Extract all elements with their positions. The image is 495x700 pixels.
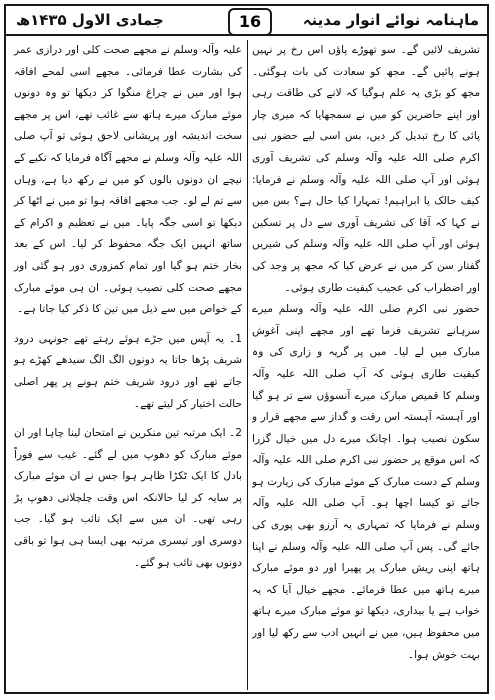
issue-date: جمادی الاول ۱۴۳۵ھ [16, 11, 164, 29]
column-divider [247, 40, 248, 690]
list-item: 1۔ یہ آپس میں جڑے ہوئے رہتے تھے جونہی درود شریف پڑھا جاتا یہ دونوں الگ الگ سیدھے کھڑے ہو جاتے تھے اور درود شریف ختم ہونے پر پھر اصلی حالت اختیار کر لیتے تھے۔ [14, 332, 242, 410]
right-column [252, 40, 484, 688]
paragraph: تشریف لائیں گے۔ سو تھوڑے پاؤں اس رخ پر نہیں ہونے پائیں گے۔ مجھ کو سعادت کی بات ہوگئی۔ مجھ کو بڑی یہ علم ہوگیا کہ لانے کی طاقت رہی اور اپنے حاضرین کو میں نے سمجھایا کہ میری چار پائی کا رخ تبدیل کر دیں، بس اسی لیے حضور نبی اکرم صلی اللہ علیہ وآلہ وسلم کی تشریف آوری ہوئی اور آپ صلی اللہ علیہ وآلہ وسلم نے فرمایا: کیف حالک یا ابراہیم! تمہارا کیا حال ہے؟ بس میں نے کہا کہ آقا کی تشریف آوری سے دل پر تسکین ہوئی اور آپ صلی اللہ علیہ وآلہ وسلم کی شیریں گفتار سن کر میں نے عرض کیا کہ مجھ پر وجد کی اور اضطراب کی عجیب کیفیت طاری ہوئی۔ [252, 44, 480, 294]
page-number: 16 [228, 8, 272, 36]
paragraph: حضور نبی اکرم صلی اللہ علیہ وآلہ وسلم میرے سرہانے تشریف فرما تھے اور مجھے اپنی آغوش مبارک میں لے لیا۔ میں پر گریہ و زاری کی وہ کیفیت طاری ہوئی کہ آپ صلی اللہ علیہ وآلہ وسلم کا قمیص مبارک میرے آنسوؤں سے تر ہو گیا اور آہستہ آہستہ اس رقت و گداز سے مجھے قرار و سکون نصیب ہوا۔ اچانک میرے دل میں خیال گزرا کہ اس موقع پر حضور نبی اکرم صلی اللہ علیہ وآلہ وسلم کے دست مبارک کے موئے مبارک کی زیارت ہو جائے تو کیسا اچھا ہو۔ آپ صلی اللہ علیہ وآلہ وسلم نے فرمایا کہ تمہاری یہ آرزو بھی پوری کی جائے گی۔ پس آپ صلی اللہ علیہ وآلہ وسلم نے اپنا ہاتھ اپنی ریش مبارک پر پھیرا اور دو موئے مبارک میرے ہاتھ میں عطا فرمائے۔ مجھے خیال آیا کہ یہ خواب ہے یا بیداری، دیکھا تو موئے مبارک میرے ہاتھ میں محفوظ ہیں، میں نے انہیں ادب سے رکھ لیا اور بہت خوش ہوا۔ [252, 303, 480, 661]
magazine-title: ماہنامہ نوائے انوار مدینہ [302, 11, 479, 29]
list-item: 2۔ ایک مرتبہ تین منکرین نے امتحان لینا چاہا اور ان موئے مبارک کو دھوپ میں لے گئے۔ غیب سے فوراً بادل کا ایک ٹکڑا ظاہر ہوا جس نے ان موئے مبارک پر سایہ کر لیا حالانکہ اس وقت چلچلاتی دھوپ پڑ رہی تھی۔ ان میں سے ایک تائب ہو گیا۔ جب دوسری اور تیسری مرتبہ بھی ایسا ہی ہوا تو باقی دونوں بھی تائب ہو گئے۔ [14, 427, 242, 569]
left-column [10, 40, 242, 688]
paragraph: علیہ وآلہ وسلم نے مجھے صحت کلی اور درازی عمر کی بشارت عطا فرمائی۔ مجھے اسی لمحے افاقہ ہوا اور میں نے چراغ منگوا کر دیکھا تو وہ دونوں موئے مبارک میرے ہاتھ سے غائب تھے، اس پر مجھے سخت اندیشہ اور پریشانی لاحق ہوئی تو آپ صلی اللہ علیہ وآلہ وسلم نے مجھے آگاہ فرمایا کہ تکیے کے نیچے ان دونوں بالوں کو میں نے رکھ دیا ہے، وہاں سے تم لے لو۔ جب مجھے افاقہ ہوا تو میں نے اٹھا کر دیکھا تو اسی جگہ پایا۔ میں نے تعظیم و اکرام کے ساتھ انہیں ایک جگہ محفوظ کر لیا۔ اس کے بعد بخار ختم ہو گیا اور تمام کمزوری دور ہو گئی اور مجھے صحت کلی نصیب ہوئی۔ ان ہی موئے مبارک کے خواص میں سے ذیل میں تین کا ذکر کیا جاتا ہے۔ [14, 44, 242, 316]
